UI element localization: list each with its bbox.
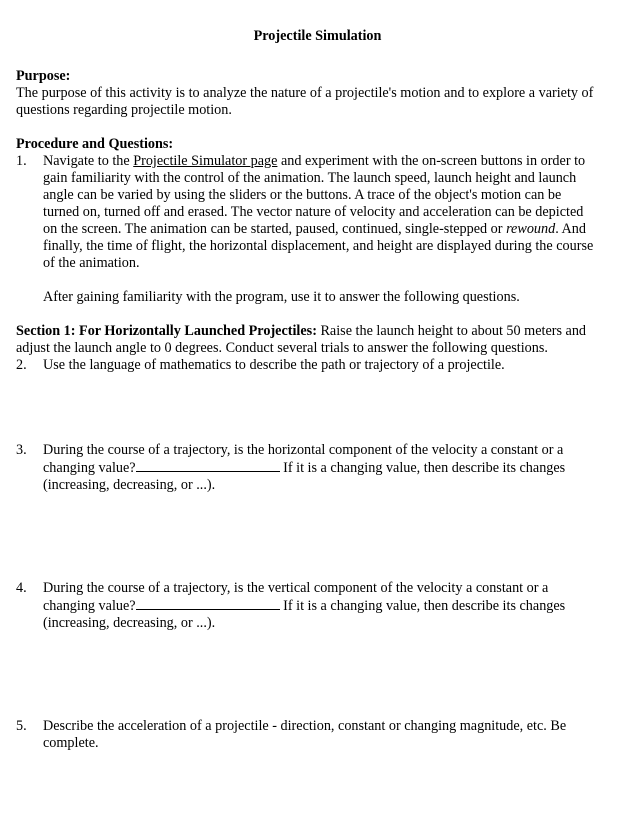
question-number: 3. <box>16 442 27 458</box>
item-text-italic: rewound <box>506 221 556 237</box>
question-text <box>43 580 601 632</box>
question-text: Use the language of mathematics to describe the path or trajectory of a projectile. <box>43 357 505 373</box>
projectile-simulator-link[interactable]: Projectile Simulator page <box>133 153 278 169</box>
question-number: 2. <box>16 357 27 373</box>
item-text-before: Navigate to the <box>43 153 134 169</box>
section1-paragraph <box>16 323 601 357</box>
item-text <box>43 153 601 272</box>
question-2 <box>16 357 601 374</box>
question-3 <box>16 442 601 494</box>
answer-blank[interactable] <box>136 459 280 472</box>
question-4 <box>16 580 601 632</box>
purpose-text: The purpose of this activity is to analyze the nature of a projectile's motion and to explore a variety of questions regarding projectile motion. <box>16 85 594 118</box>
section1-text: Raise the launch height to about 50 meters and adjust the launch angle to 0 degrees. Conduct several trials to answer the following questions. <box>16 323 587 356</box>
procedure-item-1 <box>16 153 601 272</box>
question-text-after: If it is a changing value, then describe its changes (increasing, decreasing, or ...). <box>43 598 566 631</box>
document-page <box>16 28 601 752</box>
question-number: 5. <box>16 718 27 734</box>
question-text-before: During the course of a trajectory, is the vertical component of the velocity a constant or a changing value? <box>43 580 549 614</box>
question-text: Describe the acceleration of a projectile - direction, constant or changing magnitude, etc. Be complete. <box>43 718 567 751</box>
question-5 <box>16 718 601 752</box>
section1-heading: Section 1: For Horizontally Launched Projectiles: <box>16 323 317 339</box>
answer-blank[interactable] <box>136 597 280 610</box>
after-note: After gaining familiarity with the program, use it to answer the following questions. <box>43 289 520 305</box>
item-text-after: . And finally, the time of flight, the horizontal displacement, and height are displayed during the course of the animation. <box>43 221 594 271</box>
page-title: Projectile Simulation <box>253 28 382 44</box>
question-text-before: During the course of a trajectory, is the horizontal component of the velocity a constant or a changing value? <box>43 442 564 476</box>
question-number: 4. <box>16 580 27 596</box>
purpose-heading: Purpose: <box>16 68 71 84</box>
item-text-mid: and experiment with the on-screen buttons in order to gain familiarity with the control of the animation. The launch speed, launch height and launch angle can be varied by using the sliders or the buttons. A trace of the object's motion can be turned on, turned off and erased. The vector nature of velocity and acceleration can be depicted on the screen. The animation can be started, paused, continued, single-stepped or <box>43 153 586 237</box>
procedure-heading: Procedure and Questions: <box>16 136 174 152</box>
question-text <box>43 442 601 494</box>
question-text-after: If it is a changing value, then describe its changes (increasing, decreasing, or ...). <box>43 460 566 493</box>
item-number: 1. <box>16 153 27 169</box>
